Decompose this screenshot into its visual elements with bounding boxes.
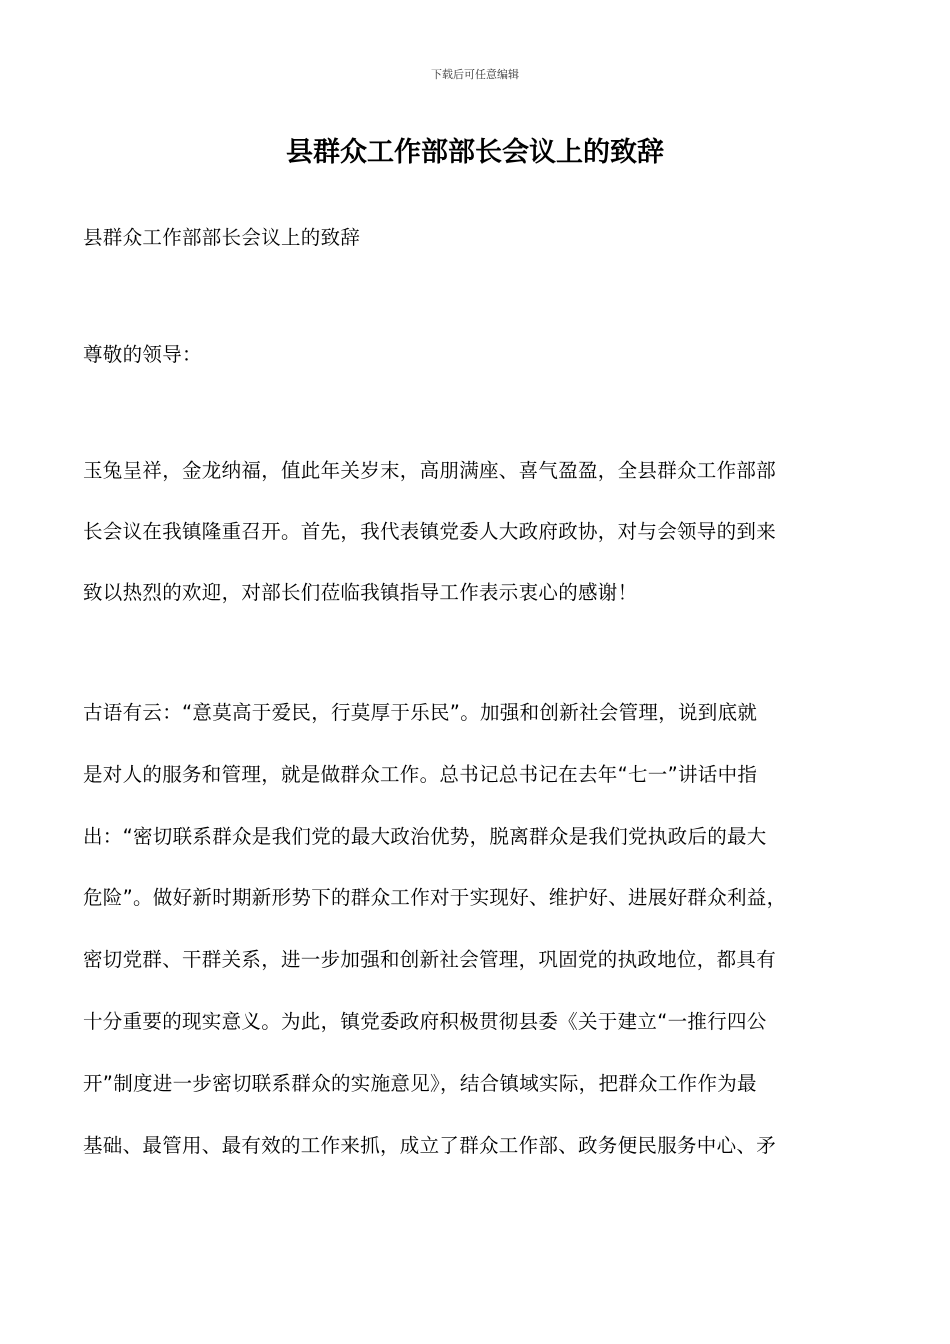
paragraph-line: 是对人的服务和管理，就是做群众工作。总书记总书记在去年“七一”讲话中指	[83, 762, 758, 786]
paragraph-line: 十分重要的现实意义。为此，镇党委政府积极贯彻县委《关于建立“一推行四公	[83, 1009, 767, 1033]
paragraph-line: 长会议在我镇隆重召开。首先，我代表镇党委人大政府政协，对与会领导的到来	[83, 520, 777, 543]
salutation-line: 尊敬的领导：	[83, 343, 202, 366]
subtitle-line: 县群众工作部部长会议上的致辞	[83, 226, 361, 249]
paragraph-line: 基础、最管用、最有效的工作来抓，成立了群众工作部、政务便民服务中心、矛	[83, 1133, 777, 1157]
document-subtitle	[83, 207, 873, 268]
header-note: 下载后可任意编辑	[431, 68, 519, 81]
paragraph-line: 开”制度进一步密切联系群众的实施意见》，结合镇域实际，把群众工作作为最	[83, 1071, 757, 1095]
paragraph-line: 古语有云：“意莫高于爱民，行莫厚于乐民”。加强和创新社会管理，说到底就	[83, 701, 758, 724]
salutation	[83, 324, 873, 385]
paragraph-line: 致以热烈的欢迎，对部长们莅临我镇指导工作表示衷心的感谢！	[83, 581, 638, 604]
paragraph-line: 出：“密切联系群众是我们党的最大政治优势，脱离群众是我们党执政后的最大	[83, 824, 767, 848]
paragraph-2	[83, 682, 873, 1176]
paragraph-line: 密切党群、干群关系，进一步加强和创新社会管理，巩固党的执政地位，都具有	[83, 948, 777, 972]
paragraph-1	[83, 440, 873, 623]
paragraph-line: 危险”。做好新时期新形势下的群众工作对于实现好、维护好、进展好群众利益，	[83, 886, 787, 910]
paragraph-line: 玉兔呈祥，金龙纳福，值此年关岁末，高朋满座、喜气盈盈，全县群众工作部部	[83, 459, 777, 482]
document-title: 县群众工作部部长会议上的致辞	[286, 137, 664, 168]
